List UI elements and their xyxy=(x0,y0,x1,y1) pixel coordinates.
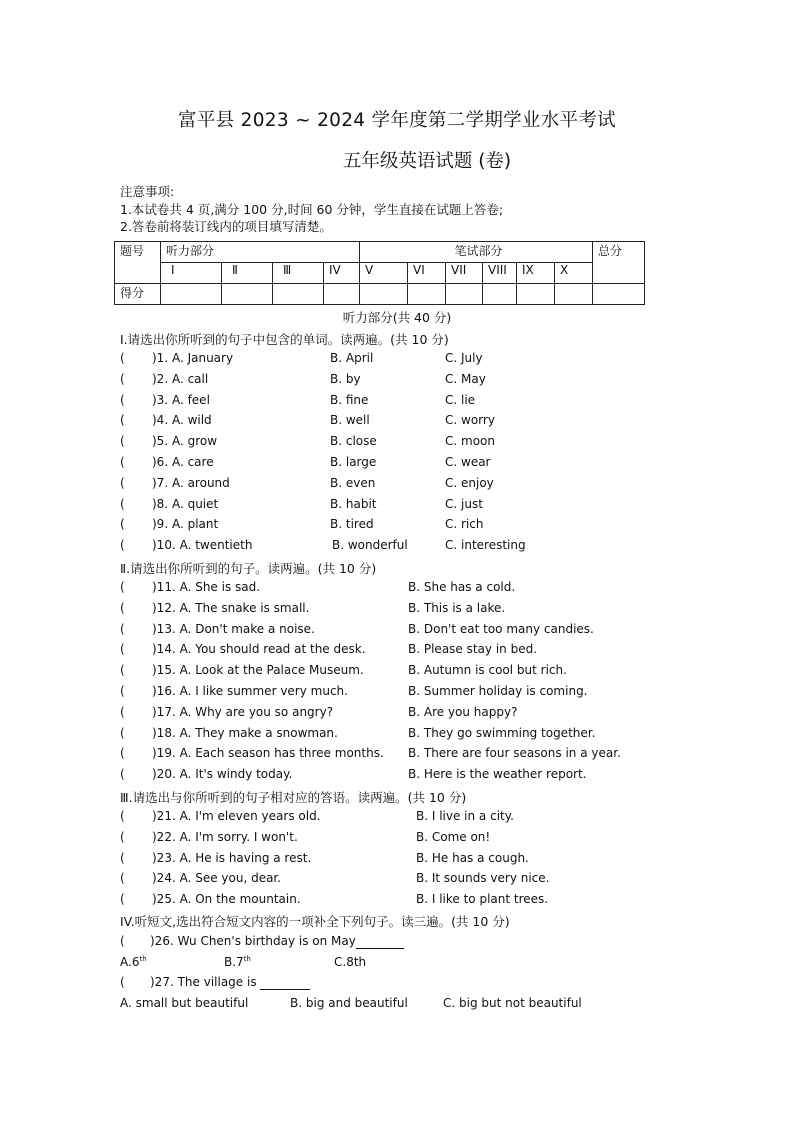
option-c: C. July xyxy=(445,351,483,365)
option-b: B. Autumn is cool but rich. xyxy=(408,663,567,678)
answer-paren: ( xyxy=(120,455,125,469)
answer-paren: ( xyxy=(120,892,125,907)
answer-blank[interactable] xyxy=(356,934,404,949)
option-b: B. This is a lake. xyxy=(408,600,506,615)
option-a: A. small but beautiful xyxy=(120,996,249,1010)
option-a: )24. A. See you, dear. xyxy=(152,871,282,886)
option-b: B. Don't eat too many candies. xyxy=(408,621,594,636)
option-b: B. habit xyxy=(330,496,377,511)
section1-title: I.请选出你所听到的句子中包含的单词。读两遍。(共 10 分) xyxy=(120,332,449,347)
option-b: B. by xyxy=(330,371,361,386)
score-col: IV xyxy=(324,263,360,284)
section2-title: Ⅱ.请选出你所听到的句子。读两遍。(共 10 分) xyxy=(120,561,377,576)
score-col: Ⅲ xyxy=(273,263,324,284)
option-a: )20. A. It's windy today. xyxy=(152,767,293,782)
answer-paren: ( xyxy=(120,809,125,823)
option-c: C. May xyxy=(445,371,486,386)
answer-paren: ( xyxy=(120,975,125,989)
answer-paren: ( xyxy=(120,746,125,761)
score-cell[interactable] xyxy=(593,284,645,305)
score-col: X xyxy=(555,263,593,284)
option-a: )17. A. Why are you so angry? xyxy=(152,704,334,719)
score-cell[interactable] xyxy=(222,284,273,305)
option-c: C. big but not beautiful xyxy=(443,996,582,1010)
score-cell[interactable] xyxy=(360,284,408,305)
option-a: )25. A. On the mountain. xyxy=(152,892,301,907)
answer-paren: ( xyxy=(120,475,125,490)
score-table-listening: 听力部分 xyxy=(161,242,360,263)
score-cell[interactable] xyxy=(483,284,517,305)
option-b: B. wonderful xyxy=(332,538,408,553)
answer-paren: ( xyxy=(120,517,125,532)
answer-paren: ( xyxy=(120,684,125,698)
score-table-total: 总分 xyxy=(593,242,645,284)
score-col: Ⅱ xyxy=(222,263,273,284)
answer-paren: ( xyxy=(120,642,125,657)
option-a: A.6th xyxy=(120,955,147,969)
option-b: B. big and beautiful xyxy=(290,996,408,1010)
option-b: B.7th xyxy=(224,955,251,969)
answer-blank[interactable] xyxy=(260,975,310,990)
option-a: )18. A. They make a snowman. xyxy=(152,725,338,740)
exam-subtitle: 五年级英语试题 (卷) xyxy=(342,151,512,172)
notes-heading: 注意事项: xyxy=(120,184,175,199)
answer-paren: ( xyxy=(120,663,125,678)
score-table xyxy=(114,241,645,305)
score-col: VIII xyxy=(483,263,517,284)
answer-paren: ( xyxy=(120,538,125,553)
answer-paren: ( xyxy=(120,767,125,782)
score-cell[interactable] xyxy=(555,284,593,305)
option-a: )13. A. Don't make a noise. xyxy=(152,621,315,636)
option-b: B. close xyxy=(330,434,377,449)
answer-paren: ( xyxy=(120,434,125,449)
option-b: B. well xyxy=(330,413,370,428)
question-text: )26. Wu Chen's birthday is on May xyxy=(150,934,356,948)
answer-paren: ( xyxy=(120,725,125,740)
score-col: VII xyxy=(446,263,483,284)
option-b: B. April xyxy=(330,351,374,365)
option-b: B. He has a cough. xyxy=(416,850,529,865)
option-c: C. worry xyxy=(445,413,495,428)
option-a: )6. A. care xyxy=(152,455,214,469)
score-cell[interactable] xyxy=(446,284,483,305)
score-cell[interactable] xyxy=(408,284,446,305)
score-table-score-row: 得分 xyxy=(115,284,161,305)
score-cell[interactable] xyxy=(161,284,222,305)
option-c: C. enjoy xyxy=(445,475,494,490)
answer-paren: ( xyxy=(120,392,125,407)
score-table-label: 题号 xyxy=(115,242,161,284)
option-b: B. Summer holiday is coming. xyxy=(408,684,588,698)
answer-paren: ( xyxy=(120,351,125,365)
answer-paren: ( xyxy=(120,413,125,428)
option-c: C. moon xyxy=(445,434,495,449)
option-a: )8. A. quiet xyxy=(152,496,219,511)
option-a: )2. A. call xyxy=(152,371,209,386)
option-a: )7. A. around xyxy=(152,475,230,490)
score-cell[interactable] xyxy=(324,284,360,305)
option-b: B. I like to plant trees. xyxy=(416,892,549,907)
option-a: )14. A. You should read at the desk. xyxy=(152,642,366,657)
score-cell[interactable] xyxy=(517,284,555,305)
option-a: )1. A. January xyxy=(152,351,234,365)
option-a: )19. A. Each season has three months. xyxy=(152,746,384,761)
answer-paren: ( xyxy=(120,871,125,886)
option-a: )12. A. The snake is small. xyxy=(152,600,310,615)
option-a: )11. A. She is sad. xyxy=(152,580,261,594)
option-b: B. large xyxy=(330,455,377,469)
answer-paren: ( xyxy=(120,621,125,636)
answer-paren: ( xyxy=(120,829,125,844)
section3-title: Ⅲ.请选出与你所听到的句子相对应的答语。读两遍。(共 10 分) xyxy=(120,790,467,805)
option-b: B. Please stay in bed. xyxy=(408,642,538,657)
option-b: B. There are four seasons in a year. xyxy=(408,746,621,761)
option-b: B. tired xyxy=(330,517,374,532)
answer-paren: ( xyxy=(120,934,125,948)
answer-paren: ( xyxy=(120,600,125,615)
score-cell[interactable] xyxy=(273,284,324,305)
answer-paren: ( xyxy=(120,704,125,719)
score-col: IX xyxy=(517,263,555,284)
option-a: )5. A. grow xyxy=(152,434,218,449)
option-a: )16. A. I like summer very much. xyxy=(152,684,348,698)
answer-paren: ( xyxy=(120,580,125,594)
option-a: )3. A. feel xyxy=(152,392,210,407)
option-c: C.8th xyxy=(334,955,367,969)
option-a: )9. A. plant xyxy=(152,517,219,532)
option-b: B. Come on! xyxy=(416,829,491,844)
option-a: )22. A. I'm sorry. I won't. xyxy=(152,829,298,844)
notes-item: 1.本试卷共 4 页,满分 100 分,时间 60 分钟，学生直接在试题上答卷; xyxy=(120,201,504,217)
score-col: Ⅰ xyxy=(161,263,222,284)
option-b: B. even xyxy=(330,475,376,490)
option-b: B. They go swimming together. xyxy=(408,725,596,740)
section4-title: IV.听短文,选出符合短文内容的一项补全下列句子。读三遍。(共 10 分) xyxy=(120,914,510,929)
option-a: )23. A. He is having a rest. xyxy=(152,850,312,865)
notes xyxy=(120,183,503,236)
score-col: VI xyxy=(408,263,446,284)
option-b: B. Are you happy? xyxy=(408,704,518,719)
option-b: B. Here is the weather report. xyxy=(408,767,587,782)
option-c: C. just xyxy=(445,496,483,511)
option-a: )4. A. wild xyxy=(152,413,212,428)
option-c: C. lie xyxy=(445,392,476,407)
option-c: C. wear xyxy=(445,455,491,469)
notes-item: 2.答卷前将装订线内的项目填写清楚。 xyxy=(120,219,332,234)
option-b: B. It sounds very nice. xyxy=(416,871,550,886)
score-col: V xyxy=(360,263,408,284)
answer-paren: ( xyxy=(120,371,125,386)
question-text: )27. The village is xyxy=(150,975,257,989)
option-a: )15. A. Look at the Palace Museum. xyxy=(152,663,364,678)
option-b: B. fine xyxy=(330,392,369,407)
option-a: )21. A. I'm eleven years old. xyxy=(152,809,321,823)
exam-title: 富平县 2023 ~ 2024 学年度第二学期学业水平考试 xyxy=(178,110,616,131)
listening-title: 听力部分(共 40 分) xyxy=(342,310,452,325)
option-b: B. She has a cold. xyxy=(408,580,516,594)
option-c: C. rich xyxy=(445,517,484,532)
answer-paren: ( xyxy=(120,850,125,865)
answer-paren: ( xyxy=(120,496,125,511)
option-c: C. interesting xyxy=(445,538,526,553)
option-a: )10. A. twentieth xyxy=(152,538,253,553)
option-b: B. I live in a city. xyxy=(416,809,514,823)
score-table-writing: 笔试部分 xyxy=(360,242,593,263)
